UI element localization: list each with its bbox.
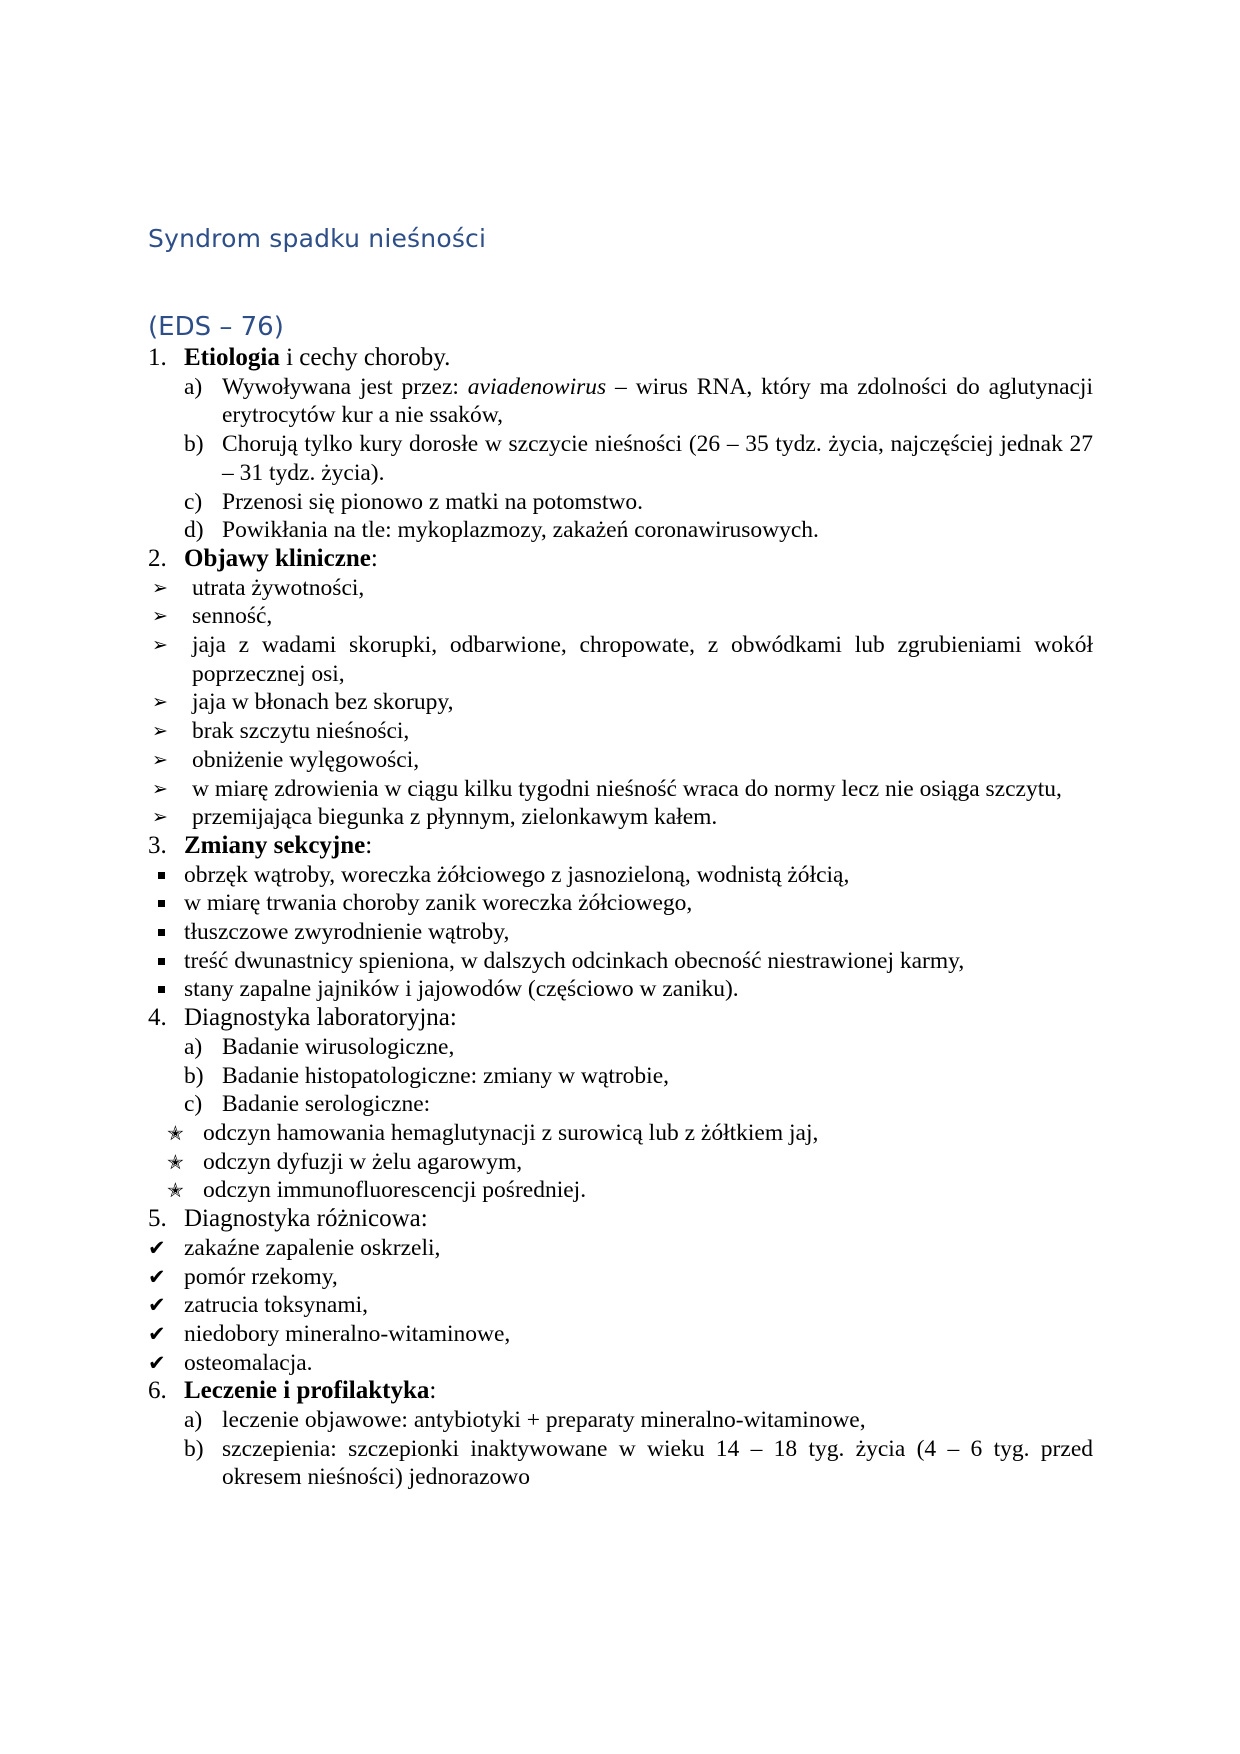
- item-text: – wirus RNA, który ma zdolności do aglutynacji erytrocytów kur a nie ssaków,: [222, 373, 1093, 429]
- section-heading: [184, 832, 1093, 861]
- list-item: [184, 1406, 1093, 1435]
- list-item: [148, 1349, 1093, 1378]
- section-heading-rest: :: [370, 544, 378, 572]
- item-text: tłuszczowe zwyrodnienie wątroby,: [184, 919, 510, 946]
- item-text: szczepienia: szczepionki inaktywowane w wieku 14 – 18 tyg. życia (4 – 6 tyg. przed okresem nieśności) jednorazowo: [222, 1435, 1093, 1491]
- document-title: Syndrom spadku nieśności: [148, 224, 487, 253]
- list-item: [184, 1062, 1093, 1091]
- section-heading-rest: :: [365, 831, 373, 859]
- list-item: [148, 1119, 1093, 1148]
- list-item: [148, 918, 1093, 947]
- item-text: senność,: [192, 603, 273, 630]
- item-text: Chorują tylko kury dorosłe w szczycie nieśności (26 – 35 tydz. życia, najczęściej jednak 27 – 31 tydz. życia).: [222, 431, 1093, 486]
- arrow-bullet-icon: ➢: [152, 748, 168, 771]
- section-number: 2.: [148, 544, 167, 572]
- list-item: [184, 430, 1093, 487]
- item-text: pomór rzekomy,: [184, 1263, 338, 1290]
- item-text: obniżenie wylęgowości,: [192, 746, 420, 773]
- list-item: [148, 746, 1093, 775]
- section-number: 5.: [148, 1205, 167, 1233]
- item-text: niedobory mineralno-witaminowe,: [184, 1320, 511, 1347]
- item-text: Badanie serologiczne:: [222, 1091, 431, 1118]
- item-marker: d): [184, 517, 204, 544]
- item-text: odczyn dyfuzji w żelu agarowym,: [203, 1148, 523, 1175]
- section-number: 6.: [148, 1377, 167, 1405]
- item-text: Wywoływana jest przez:: [222, 373, 468, 400]
- item-text: obrzęk wątroby, woreczka żółciowego z jasnozieloną, wodnistą żółcią,: [184, 861, 850, 888]
- square-bullet-icon: [158, 958, 165, 965]
- list-item: [148, 1176, 1093, 1205]
- item-marker: b): [184, 431, 204, 458]
- section-heading-bold: Zmiany sekcyjne: [184, 831, 366, 859]
- alpha-list: [184, 1406, 1093, 1492]
- list-item: [184, 1435, 1093, 1492]
- section-heading: [184, 1004, 1093, 1033]
- list-item: [184, 373, 1093, 430]
- list-item: [184, 1033, 1093, 1062]
- item-text: utrata żywotności,: [192, 574, 365, 601]
- document-subtitle: (EDS – 76): [148, 312, 284, 342]
- list-item: [148, 947, 1093, 976]
- section-clinical-signs: [148, 545, 1093, 574]
- item-text: odczyn immunofluorescencji pośredniej.: [203, 1177, 587, 1204]
- list-item: [148, 975, 1093, 1004]
- section-heading: [184, 1205, 1093, 1234]
- item-text: zatrucia toksynami,: [184, 1292, 369, 1319]
- item-text: stany zapalne jajników i jajowodów (częściowo w zaniku).: [184, 976, 739, 1003]
- list-item: [148, 631, 1093, 688]
- check-bullet-list: [148, 1234, 1093, 1378]
- item-marker: a): [184, 1033, 203, 1060]
- list-item: [148, 1320, 1093, 1349]
- item-text: zakaźne zapalenie oskrzeli,: [184, 1234, 441, 1261]
- arrow-bullet-icon: ➢: [152, 605, 168, 628]
- item-text: Badanie wirusologiczne,: [222, 1033, 455, 1060]
- section-treatment-prophylaxis: [148, 1377, 1093, 1492]
- item-text: leczenie objawowe: antybiotyki + preparaty mineralno-witaminowe,: [222, 1407, 866, 1434]
- item-text: Badanie histopatologiczne: zmiany w wątrobie,: [222, 1062, 670, 1089]
- check-bullet-icon: ✔: [148, 1293, 166, 1318]
- item-text: jaja z wadami skorupki, odbarwione, chropowate, z obwódkami lub zgrubieniami wokół poprzecznej osi,: [192, 632, 1093, 687]
- item-marker: b): [184, 1062, 204, 1089]
- list-item: [148, 1234, 1093, 1263]
- star-bullet-icon: ✭: [167, 1149, 184, 1174]
- section-heading: [184, 1377, 1093, 1406]
- list-item: [148, 1263, 1093, 1292]
- list-item: [148, 602, 1093, 631]
- list-item: [148, 1148, 1093, 1177]
- item-text: odczyn hamowania hemaglutynacji z surowicą lub z żółtkiem jaj,: [203, 1119, 819, 1146]
- document-body: [148, 344, 1093, 1492]
- section-heading-bold: Leczenie i profilaktyka: [184, 1377, 430, 1405]
- item-text: Przenosi się pionowo z matki na potomstwo.: [222, 488, 643, 515]
- arrow-bullet-icon: ➢: [152, 691, 168, 714]
- check-bullet-icon: ✔: [148, 1264, 166, 1289]
- list-item: [184, 516, 1093, 545]
- arrow-bullet-icon: ➢: [152, 777, 168, 800]
- section-heading-bold: Objawy kliniczne: [184, 544, 371, 572]
- item-text: w miarę zdrowienia w ciągu kilku tygodni nieśność wraca do normy lecz nie osiąga szczytu,: [192, 775, 1062, 802]
- item-marker: a): [184, 1407, 203, 1434]
- section-heading: [184, 344, 1093, 373]
- list-item: [148, 688, 1093, 717]
- item-marker: c): [184, 488, 203, 515]
- square-bullet-icon: [158, 986, 165, 993]
- check-bullet-icon: ✔: [148, 1350, 166, 1375]
- arrow-bullet-list: [148, 574, 1093, 832]
- list-item: [184, 1090, 1093, 1119]
- item-text: osteomalacja.: [184, 1349, 313, 1376]
- square-bullet-list: [148, 861, 1093, 1005]
- list-item: [148, 717, 1093, 746]
- list-item: [148, 861, 1093, 890]
- section-heading-rest: Diagnostyka różnicowa:: [184, 1205, 428, 1233]
- section-differential-diagnostics: [148, 1205, 1093, 1234]
- list-item: [148, 889, 1093, 918]
- list-item: [148, 803, 1093, 832]
- star-bullet-icon: ✭: [167, 1120, 184, 1145]
- section-lab-diagnostics: [148, 1004, 1093, 1119]
- section-heading-rest: :: [429, 1377, 437, 1405]
- item-text-italic: aviadenowirus: [467, 373, 607, 400]
- arrow-bullet-icon: ➢: [152, 720, 168, 743]
- section-number: 3.: [148, 831, 167, 859]
- item-marker: c): [184, 1091, 203, 1118]
- list-item: [148, 1291, 1093, 1320]
- section-etiology: [148, 344, 1093, 545]
- square-bullet-icon: [158, 929, 165, 936]
- item-text: przemijająca biegunka z płynnym, zielonkawym kałem.: [192, 804, 718, 831]
- item-marker: b): [184, 1435, 204, 1462]
- item-text: Powikłania na tle: mykoplazmozy, zakażeń coronawirusowych.: [222, 517, 819, 544]
- section-heading-bold: Etiologia: [184, 344, 280, 371]
- item-text: jaja w błonach bez skorupy,: [192, 689, 454, 716]
- arrow-bullet-icon: ➢: [152, 576, 168, 599]
- list-item: [148, 574, 1093, 603]
- item-text: w miarę trwania choroby zanik woreczka żółciowego,: [184, 890, 693, 917]
- star-bullet-list: [148, 1119, 1093, 1205]
- arrow-bullet-icon: ➢: [152, 634, 168, 657]
- star-bullet-icon: ✭: [167, 1178, 184, 1203]
- square-bullet-icon: [158, 900, 165, 907]
- alpha-list: [184, 373, 1093, 545]
- item-text: brak szczytu nieśności,: [192, 718, 410, 745]
- square-bullet-icon: [158, 872, 165, 879]
- section-heading-rest: i cechy choroby.: [279, 344, 451, 371]
- alpha-list: [184, 1033, 1093, 1119]
- section-number: 4.: [148, 1004, 167, 1032]
- section-heading: [184, 545, 1093, 574]
- list-item: [184, 488, 1093, 517]
- section-necropsy-changes: [148, 832, 1093, 861]
- check-bullet-icon: ✔: [148, 1235, 166, 1260]
- arrow-bullet-icon: ➢: [152, 806, 168, 829]
- section-number: 1.: [148, 344, 167, 371]
- item-marker: a): [184, 373, 203, 400]
- list-item: [148, 775, 1093, 804]
- item-text: treść dwunastnicy spieniona, w dalszych odcinkach obecność niestrawionej karmy,: [184, 947, 965, 974]
- check-bullet-icon: ✔: [148, 1321, 166, 1346]
- section-heading-rest: Diagnostyka laboratoryjna:: [184, 1004, 457, 1032]
